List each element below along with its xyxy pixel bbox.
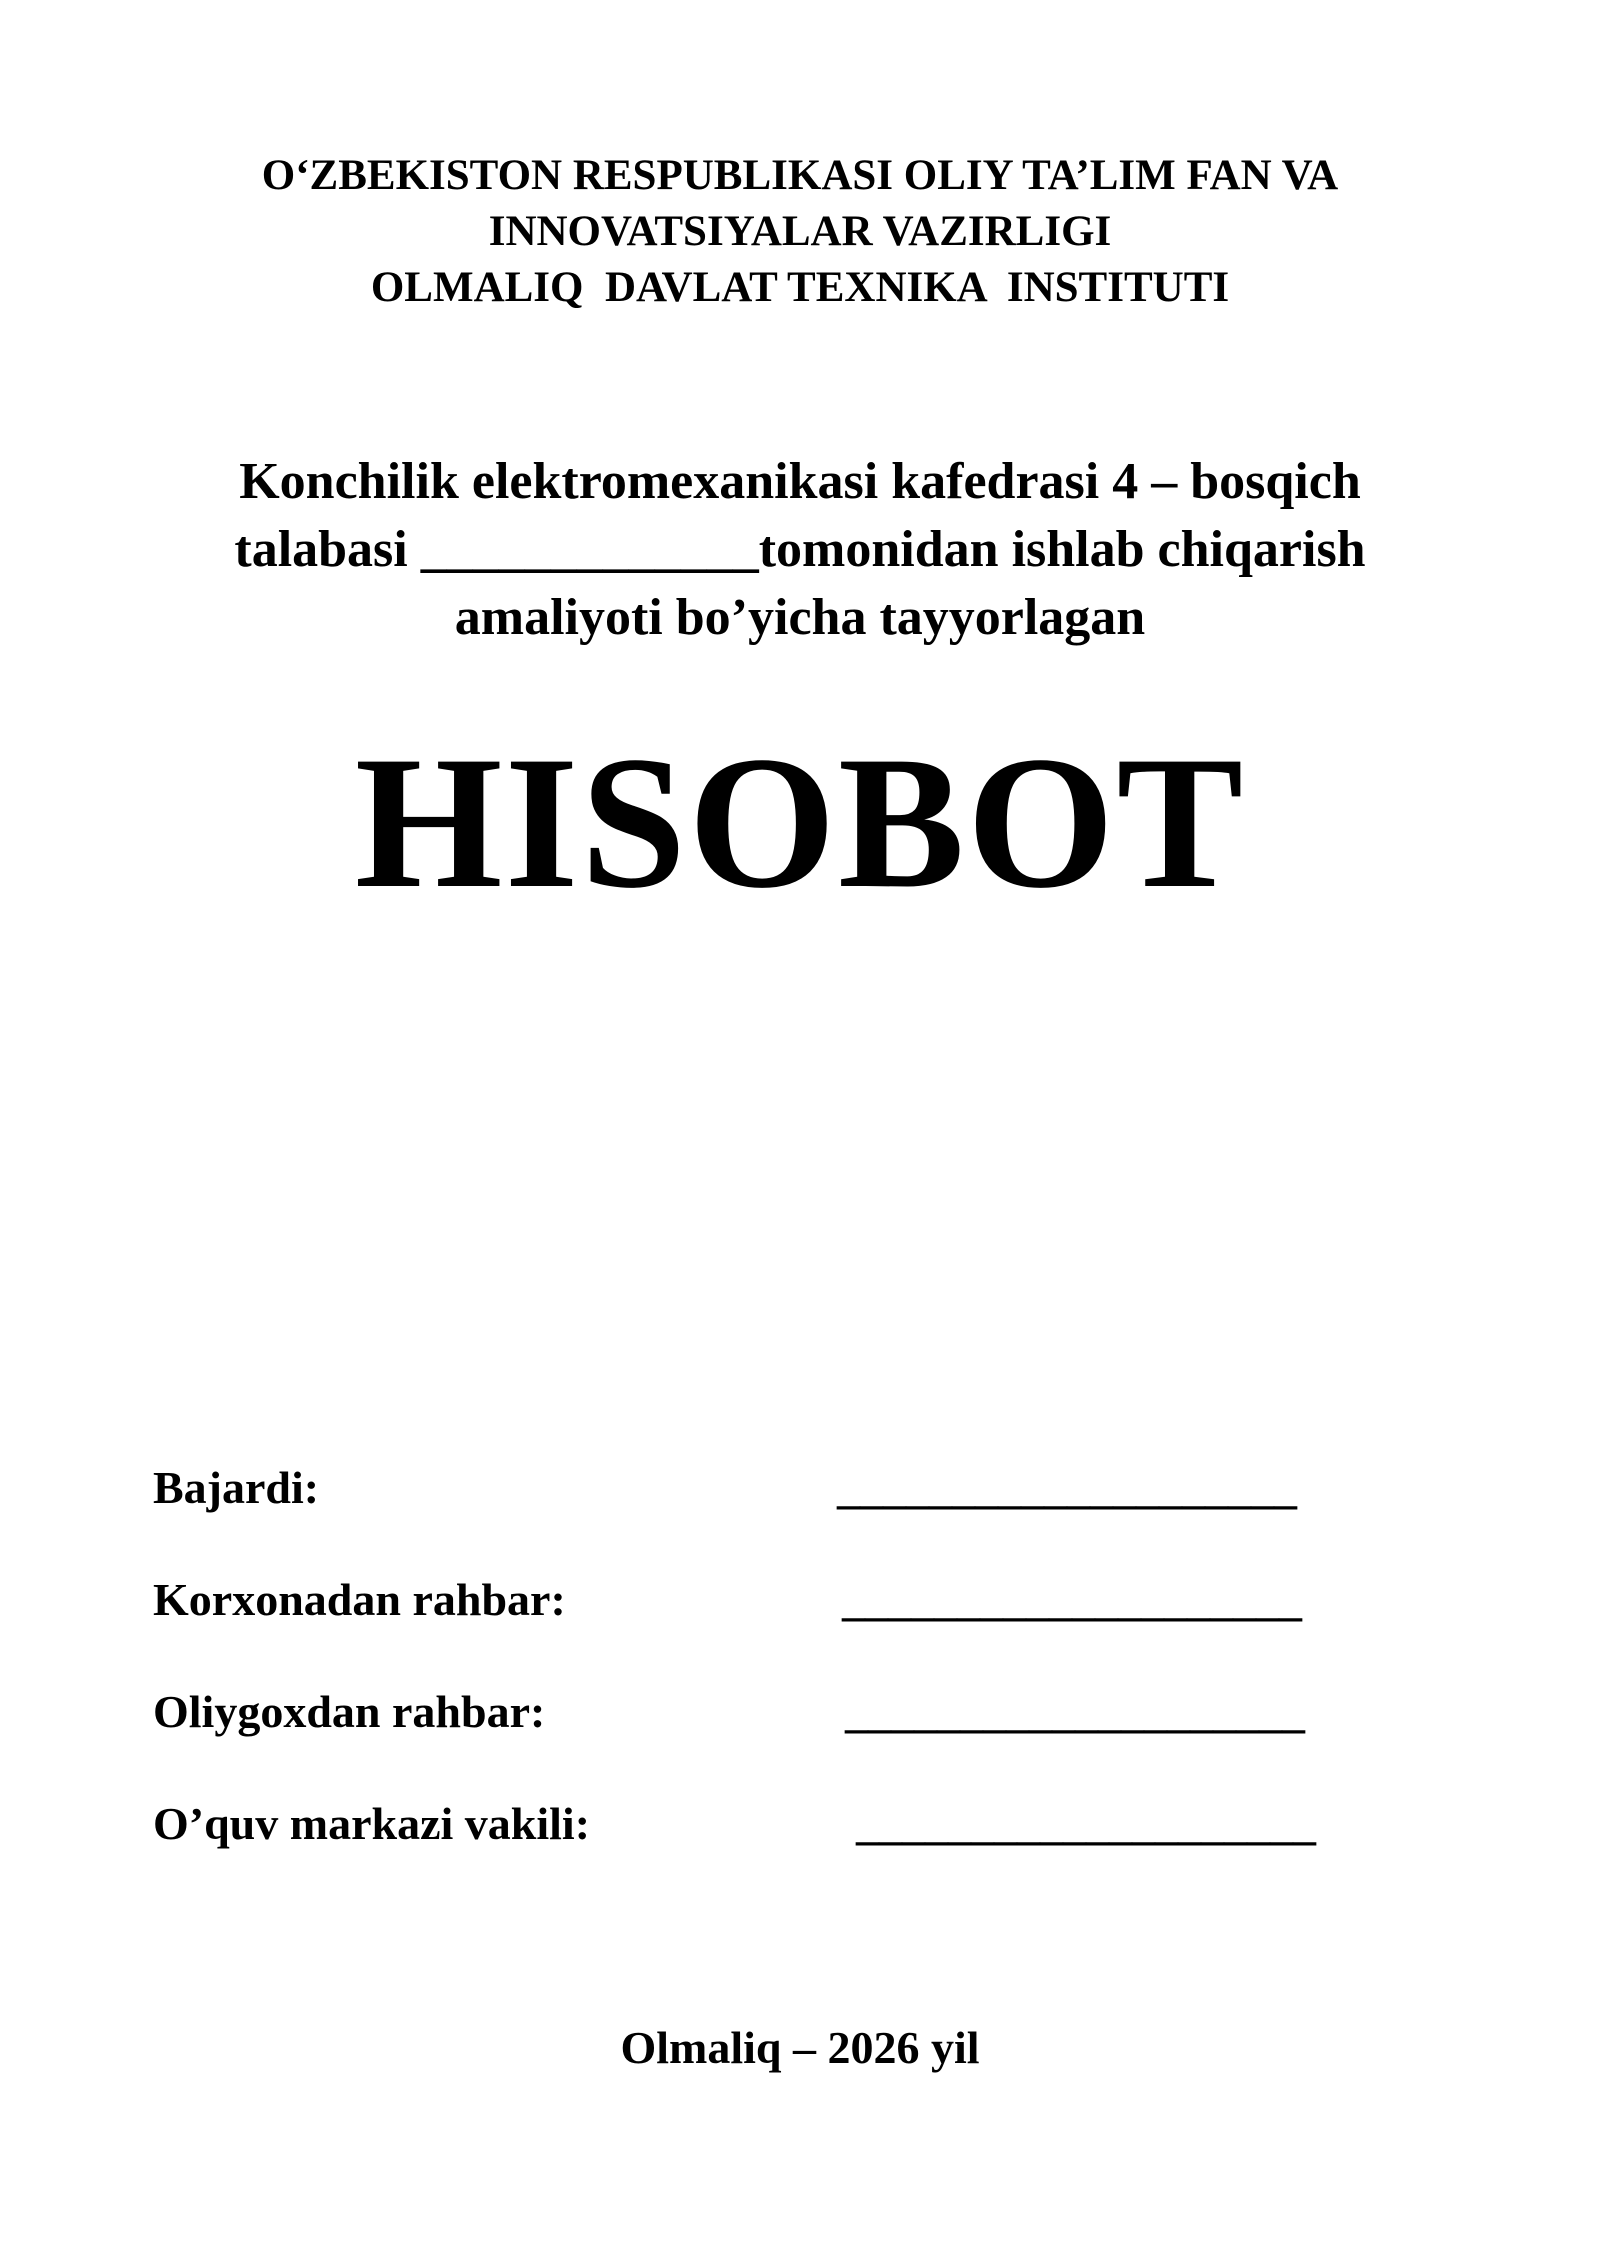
place-and-year: Olmaliq – 2026 yil (620, 2022, 980, 2073)
signature-label: Korxonadan rahbar: (153, 1574, 566, 1625)
signature-blank: ____________________ (856, 1798, 1316, 1849)
ministry-header (100, 148, 1500, 316)
signature-blank: ____________________ (842, 1574, 1302, 1625)
signature-block (153, 1458, 1403, 1906)
ministry-name-line1: O‘ZBEKISTON RESPUBLIKASI OLIY TA’LIM FAN VA (261, 152, 1339, 199)
signature-blank: ____________________ (845, 1686, 1305, 1737)
signature-blank: ____________________ (837, 1462, 1297, 1513)
signature-row-oliygoxdan-rahbar (153, 1682, 1403, 1794)
signature-row-korxonadan-rahbar (153, 1570, 1403, 1682)
report-description (100, 448, 1500, 652)
signature-label: O’quv markazi vakili: (153, 1798, 591, 1849)
signature-row-bajardi (153, 1458, 1403, 1570)
description-line2: talabasi _____________tomonidan ishlab chiqarish (234, 521, 1366, 578)
description-line1: Konchilik elektromexanikasi kafedrasi 4 – bosqich (239, 453, 1361, 510)
ministry-name-line2: INNOVATSIYALAR VAZIRLIGI (488, 208, 1112, 255)
signature-row-oquv-markazi-vakili (153, 1794, 1403, 1906)
signature-label: Bajardi: (153, 1462, 320, 1513)
signature-label: Oliygoxdan rahbar: (153, 1686, 546, 1737)
description-line3: amaliyoti bo’yicha tayyorlagan (454, 589, 1146, 646)
document-title: HISOBOT (354, 718, 1246, 928)
institute-name: OLMALIQ DAVLAT TEXNIKA INSTITUTI (370, 264, 1230, 311)
